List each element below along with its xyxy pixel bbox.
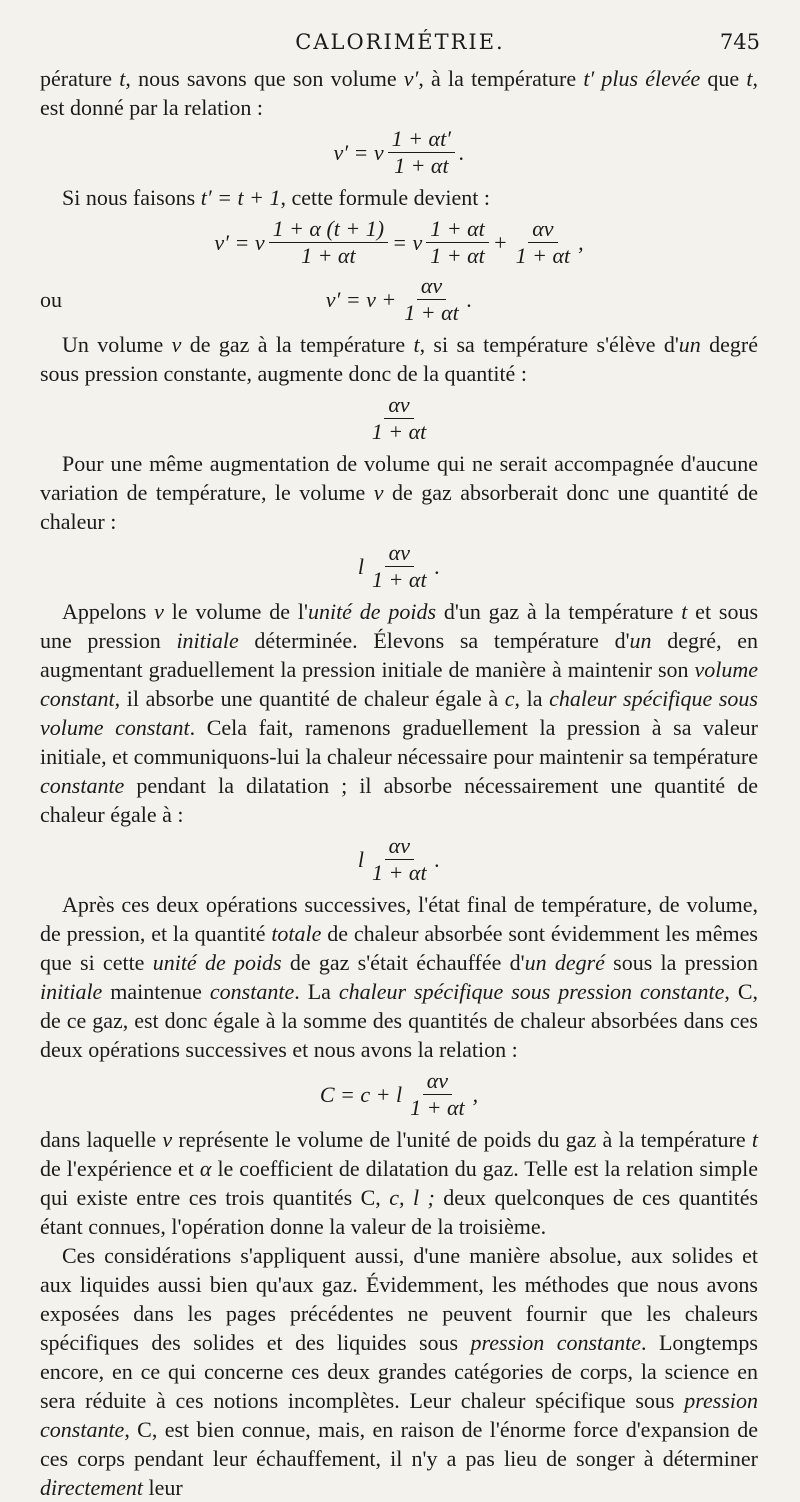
paragraph: Un volume v de gaz à la température t, si sa température s'élève d'un degré sous pression constante, augmente donc de la quantité : bbox=[40, 332, 758, 386]
formula-label: ou bbox=[40, 287, 62, 312]
fraction: $\frac{\alpha v}{1 + \alpha t}$ bbox=[372, 540, 427, 592]
formula-5: l $\frac{\alpha v}{1 + \alpha t}$ . bbox=[357, 540, 441, 592]
paragraph: Appelons v le volume de l'unité de poids d'un gaz à la température t et sous une pression initiale déterminée. Élevons sa température d'un degré, en augmentant graduellement la pression initiale de manière à maintenir son volume constant, il absorbe une quantité de chaleur égale à c, la chaleur spécifique sous volume constant. Cela fait, ramenons graduellement la pression à sa valeur initiale, et communiquons-lui la chaleur nécessaire pour maintenir sa température constante pendant la dilatation ; il absorbe nécessairement une quantité de chaleur égale à : bbox=[40, 599, 759, 827]
paragraph: pérature t, nous savons que son volume v′, à la température t′ plus élevée que t, est donné par la relation : bbox=[40, 66, 759, 120]
paragraph: Si nous faisons t′ = t + 1, cette formule devient : bbox=[62, 185, 491, 210]
fraction: $\frac{1 + \alpha (t + 1)}{1 + \alpha t}$ bbox=[269, 216, 389, 269]
fraction: $\frac{\alpha v}{1 + \alpha t}$ bbox=[372, 833, 427, 885]
formula-1: v′ = v $\frac{1 + \alpha t'}{1 + \alpha t}$ . bbox=[333, 126, 465, 178]
fraction: $\frac{1 + \alpha t}{1 + \alpha t}$ bbox=[426, 216, 489, 269]
fraction: $\frac{1 + \alpha t'}{1 + \alpha t}$ bbox=[388, 126, 455, 179]
fraction: $\frac{\alpha v}{1 + \alpha t}$ bbox=[515, 216, 571, 268]
running-title: CALORIMÉTRIE. bbox=[295, 30, 505, 54]
page-number: 745 bbox=[719, 30, 760, 54]
page-body bbox=[40, 64, 758, 1502]
formula-3: ou v′ = v + $\frac{\alpha v}{1 + \alpha t}$ . bbox=[40, 273, 473, 325]
fraction: $\frac{\alpha v}{1 + \alpha t}$ bbox=[371, 392, 427, 444]
fraction: $\frac{\alpha v}{1 + \alpha t}$ bbox=[410, 1068, 465, 1120]
formula-6: l $\frac{\alpha v}{1 + \alpha t}$ . bbox=[357, 833, 441, 885]
formula-2: v′ = v $\frac{1 + \alpha (t + 1)}{1 + \alpha t}$ = v $\frac{1 + \alpha t}{1 + \alpha t}$ + $\frac{\alpha v}{1 + \alpha t}$ , bbox=[214, 216, 584, 268]
formula-7: C = c + l $\frac{\alpha v}{1 + \alpha t}$ , bbox=[319, 1068, 479, 1120]
paragraph: Après ces deux opérations successives, l'état final de température, de volume, de pression, et la quantité totale de chaleur absorbée sont évidemment les mêmes que si cette unité de poids de gaz s'était échauffée d'un degré sous la pression initiale maintenue constante. La chaleur spécifique sous pression constante, C, de ce gaz, est donc égale à la somme des quantités de chaleur absorbées dans ces deux opérations successives et nous avons la relation : bbox=[40, 892, 759, 1062]
fraction: $\frac{\alpha v}{1 + \alpha t}$ bbox=[404, 273, 459, 325]
page-header bbox=[0, 30, 800, 60]
formula-4 bbox=[40, 392, 758, 445]
paragraph: dans laquelle v représente le volume de l'unité de poids du gaz à la température t de l'expérience et α le coefficient de dilatation du gaz. Telle est la relation simple qui existe entre ces trois quantités C, c, l ; deux quelconques de ces quantités étant connues, l'opération donne la valeur de la troisième. bbox=[40, 1127, 759, 1239]
paragraph: Pour une même augmentation de volume qui ne serait accompagnée d'aucune variation de température, le volume v de gaz absorberait donc une quantité de chaleur : bbox=[40, 451, 758, 534]
paragraph: Ces considérations s'appliquent aussi, d'une manière absolue, aux solides et aux liquides aussi bien qu'aux gaz. Évidemment, les méthodes que nous avons exposées dans les pages précédentes ne peuvent fournir que les chaleurs spécifiques des solides et des liquides sous pression constante. Longtemps encore, en ce qui concerne ces deux grandes catégories de corps, la science en sera réduite à ces notions incomplètes. Leur chaleur spécifique sous pression constante, C, est bien connue, mais, en raison de l'énorme force d'expansion de ces corps pendant leur échauffement, il n'y a pas lieu de songer à déterminer directement leur bbox=[40, 1243, 758, 1500]
